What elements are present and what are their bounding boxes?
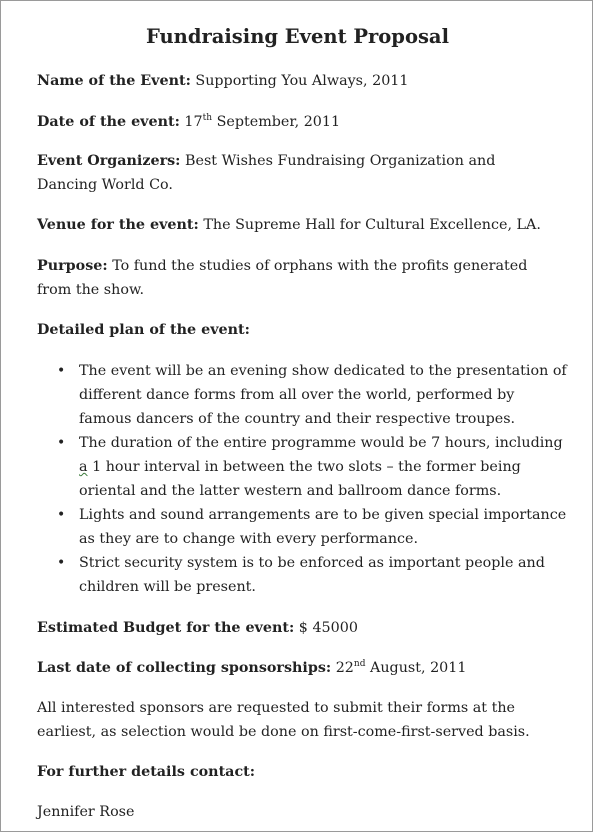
plan-item-line: Lights and sound arrangements are to be given special importance: [79, 507, 567, 523]
event-date-rest: September, 2011: [216, 114, 341, 130]
plan-list-item: [37, 431, 567, 503]
event-date-row: [37, 110, 567, 134]
plan-item-line: famous dancers of the country and their respective troupes.: [79, 411, 516, 427]
budget-value: $ 45000: [298, 620, 358, 636]
bullet-icon: •: [57, 555, 66, 571]
spellcheck-word: a: [79, 459, 88, 475]
purpose-label: Purpose:: [37, 258, 108, 274]
purpose-value-line1: To fund the studies of orphans with the profits generated: [112, 258, 528, 274]
venue-row: [37, 213, 567, 237]
plan-list-item: [37, 503, 567, 551]
plan-list: [37, 359, 567, 599]
contact-name-row: [37, 800, 567, 824]
sponsor-note: [37, 696, 567, 744]
sponsor-note-line2: earliest, as selection would be done on first-come-first-served basis.: [37, 724, 530, 740]
purpose-value-line2: from the show.: [37, 282, 145, 298]
event-name-row: [37, 69, 567, 93]
sponsor-note-line1: All interested sponsors are requested to submit their forms at the: [37, 700, 515, 716]
contact-name: Jennifer Rose: [37, 804, 135, 820]
purpose-row: [37, 254, 567, 302]
contact-heading: For further details contact:: [37, 764, 256, 780]
event-name-value: Supporting You Always, 2011: [195, 73, 409, 89]
sponsorship-deadline-row: [37, 656, 567, 680]
plan-item-line: The event will be an evening show dedicated to the presentation of: [79, 363, 567, 379]
event-date-day: 17: [184, 114, 203, 130]
organizers-row: [37, 149, 567, 197]
sponsorship-deadline-day: 22: [335, 660, 354, 676]
event-name-label: Name of the Event:: [37, 73, 191, 89]
plan-item-line: Strict security system is to be enforced as important people and: [79, 555, 545, 571]
venue-value: The Supreme Hall for Cultural Excellence, LA.: [203, 217, 541, 233]
bullet-icon: •: [57, 363, 66, 379]
page-title: Fundraising Event Proposal: [146, 25, 449, 48]
budget-label: Estimated Budget for the event:: [37, 620, 295, 636]
sponsorship-deadline-label: Last date of collecting sponsorships:: [37, 660, 332, 676]
organizers-value-line2: Dancing World Co.: [37, 177, 173, 193]
plan-heading: Detailed plan of the event:: [37, 322, 250, 338]
budget-row: [37, 616, 567, 640]
bullet-icon: •: [57, 507, 66, 523]
organizers-value-line1: Best Wishes Fundraising Organization and: [184, 153, 496, 169]
plan-item-line: a 1 hour interval in between the two slots – the former being: [79, 459, 521, 475]
contact-heading-row: [37, 760, 567, 784]
event-date-day-suffix: th: [202, 113, 213, 124]
plan-item-line: different dance forms from all over the world, performed by: [79, 387, 515, 403]
venue-label: Venue for the event:: [37, 217, 199, 233]
plan-item-line: as they are to change with every performance.: [79, 531, 419, 547]
bullet-icon: •: [57, 435, 66, 451]
sponsorship-deadline-day-suffix: nd: [353, 659, 366, 670]
plan-heading-row: [37, 318, 567, 342]
plan-list-item: [37, 551, 567, 599]
event-date-label: Date of the event:: [37, 114, 180, 130]
plan-item-line: children will be present.: [79, 579, 256, 595]
plan-item-line: The duration of the entire programme would be 7 hours, including: [79, 435, 563, 451]
sponsorship-deadline-rest: August, 2011: [370, 660, 467, 676]
organizers-label: Event Organizers:: [37, 153, 181, 169]
plan-list-item: [37, 359, 567, 431]
plan-item-line: oriental and the latter western and ballroom dance forms.: [79, 483, 502, 499]
